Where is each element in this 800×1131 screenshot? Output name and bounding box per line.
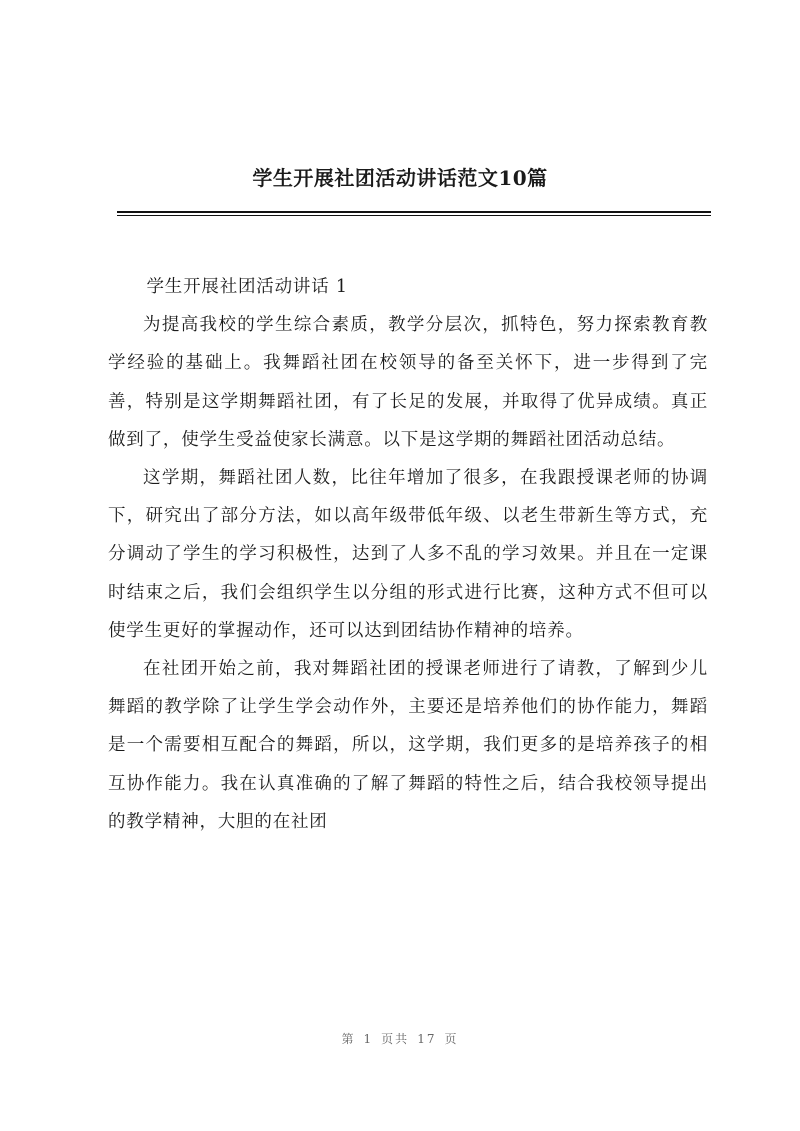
footer-middle: 页共 — [381, 1032, 410, 1046]
footer-current-page: 1 — [363, 1032, 374, 1046]
footer-prefix: 第 — [341, 1032, 356, 1046]
paragraph-2: 这学期，舞蹈社团人数，比往年增加了很多，在我跟授课老师的协调下，研究出了部分方法，如以高年级带低年级、以老生带新生等方式，充分调动了学生的学习积极性，达到了人多不乱的学习效果。并且在一定课时结束之后，我们会组织学生以分组的形式进行比赛，这种方式不但可以使学生更好的掌握动作，还可以达到团结协作精神的培养。 — [108, 468, 708, 641]
paragraph-1: 为提高我校的学生综合素质，教学分层次，抓特色，努力探索教育教学经验的基础上。我舞蹈社团在校领导的备至关怀下，进一步得到了完善，特别是这学期舞蹈社团，有了长足的发展，并取得了优异成绩。真正做到了，使学生受益使家长满意。以下是这学期的舞蹈社团活动总结。 — [108, 315, 708, 450]
section-heading: 学生开展社团活动讲话 1 — [146, 277, 348, 297]
page-footer — [0, 1030, 800, 1047]
footer-suffix: 页 — [444, 1032, 459, 1046]
paragraph-3: 在社团开始之前，我对舞蹈社团的授课老师进行了请教，了解到少儿舞蹈的教学除了让学生学会动作外，主要还是培养他们的协作能力，舞蹈是一个需要相互配合的舞蹈，所以，这学期，我们更多的是培养孩子的相互协作能力。我在认真准确的了解了舞蹈的特性之后，结合我校领导提出的教学精神，大胆的在社团 — [108, 659, 708, 832]
title-divider-thin — [117, 215, 711, 216]
page-title: 学生开展社团活动讲话范文10篇 — [252, 166, 548, 190]
document-body — [108, 268, 708, 841]
title-divider — [117, 211, 711, 213]
footer-total-pages: 17 — [417, 1032, 437, 1046]
